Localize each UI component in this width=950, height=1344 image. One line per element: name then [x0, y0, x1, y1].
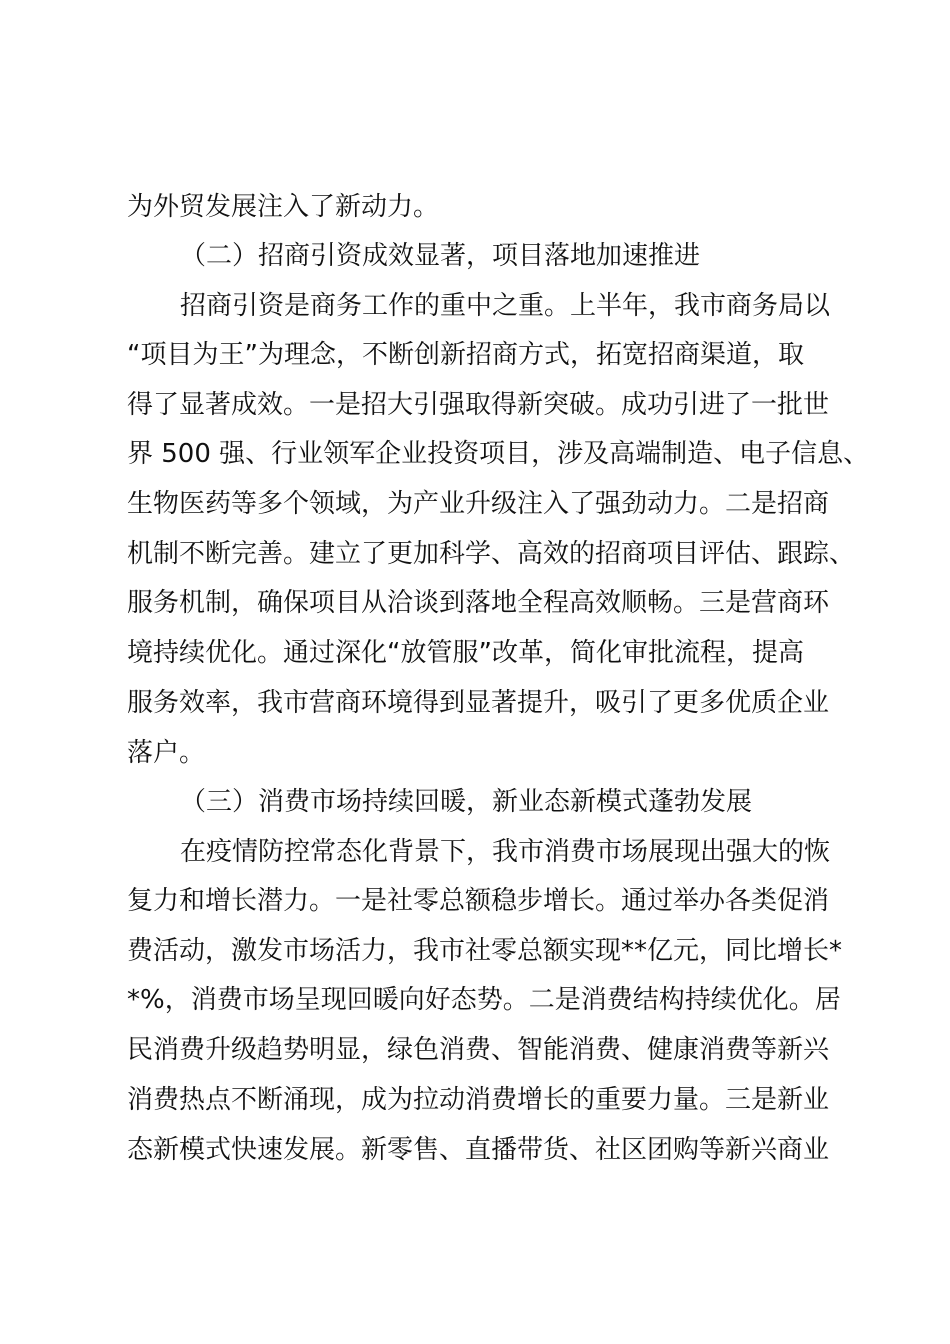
- text-line: 为外贸发展注入了新动力。: [127, 192, 440, 222]
- text-line: “项目为王”为理念，不断创新招商方式，拓宽招商渠道，取: [127, 340, 804, 370]
- text-line: 界 500 强、行业领军企业投资项目，涉及高端制造、电子信息、: [127, 439, 870, 469]
- section-heading: （二）招商引资成效显著，项目落地加速推进: [180, 241, 701, 271]
- text-line: 服务效率，我市营商环境得到显著提升，吸引了更多优质企业: [127, 688, 830, 718]
- text-line: 境持续优化。通过深化“放管服”改革，简化审批流程，提高: [127, 638, 804, 668]
- text-line: *%，消费市场呈现回暖向好态势。二是消费结构持续优化。居: [127, 985, 841, 1015]
- text-line: 复力和增长潜力。一是社零总额稳步增长。通过举办各类促消: [127, 886, 830, 916]
- text-line: 消费热点不断涌现，成为拉动消费增长的重要力量。三是新业: [127, 1085, 830, 1115]
- text-line: 服务机制，确保项目从洽谈到落地全程高效顺畅。三是营商环: [127, 588, 830, 618]
- section-heading: （三）消费市场持续回暖，新业态新模式蓬勃发展: [180, 787, 753, 817]
- text-line: 态新模式快速发展。新零售、直播带货、社区团购等新兴商业: [127, 1135, 830, 1165]
- text-line: 招商引资是商务工作的重中之重。上半年，我市商务局以: [180, 291, 831, 321]
- text-line: 落户。: [127, 738, 206, 768]
- text-line: 民消费升级趋势明显，绿色消费、智能消费、健康消费等新兴: [127, 1035, 830, 1065]
- text-line: 在疫情防控常态化背景下，我市消费市场展现出强大的恢: [180, 837, 831, 867]
- text-line: 费活动，激发市场活力，我市社零总额实现**亿元，同比增长*: [127, 936, 843, 966]
- text-line: 机制不断完善。建立了更加科学、高效的招商项目评估、跟踪、: [127, 539, 856, 569]
- text-line: 生物医药等多个领域，为产业升级注入了强劲动力。二是招商: [127, 489, 830, 519]
- text-line: 得了显著成效。一是招大引强取得新突破。成功引进了一批世: [127, 390, 830, 420]
